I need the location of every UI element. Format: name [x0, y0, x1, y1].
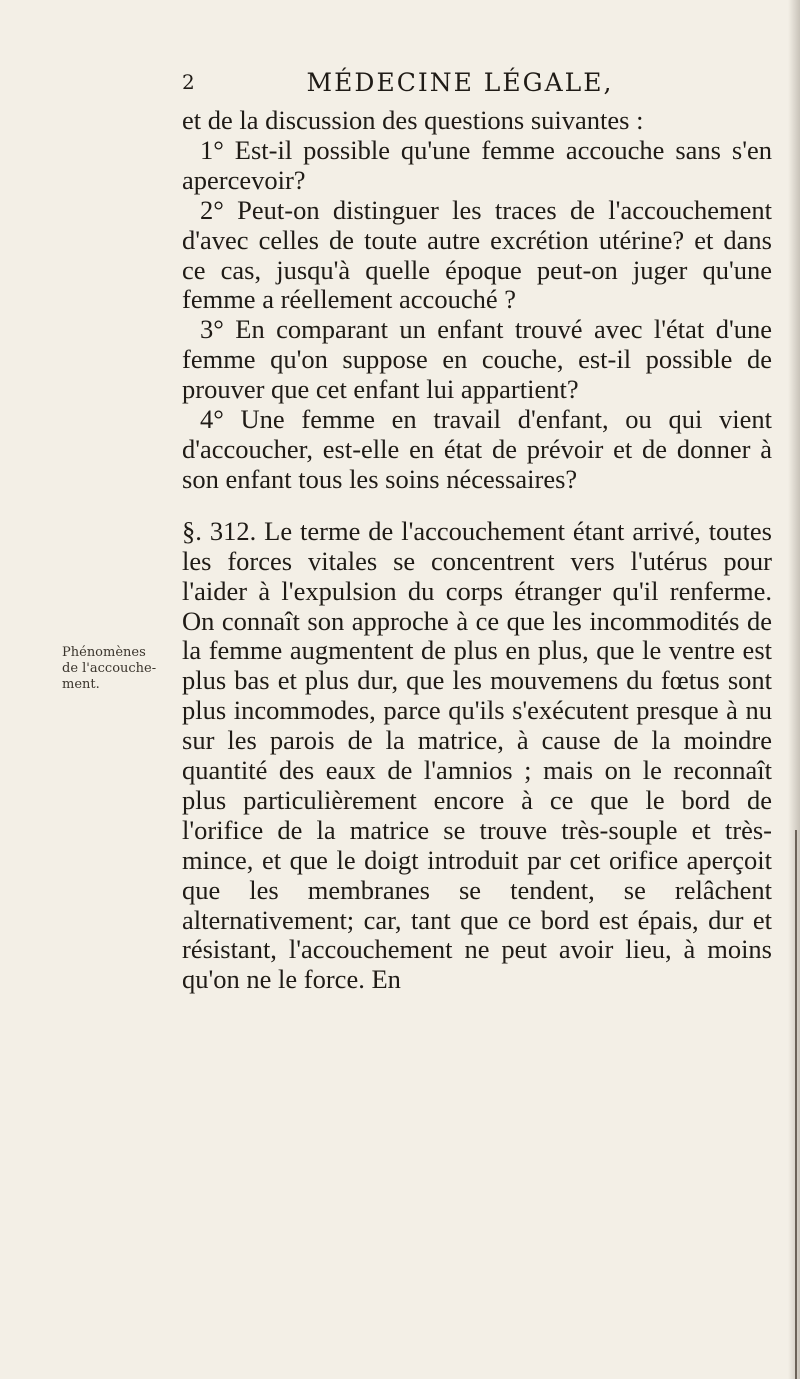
margin-note-line: de l'accouche- — [62, 661, 157, 676]
margin-note — [62, 645, 174, 693]
body-text — [182, 106, 772, 995]
page-edge-line — [795, 830, 797, 1379]
question-4: 4° Une femme en travail d'enfant, ou qui vient d'accoucher, est-elle en état de prévoir et de donner à son enfant tous les soins nécessaires? — [182, 404, 772, 494]
margin-note-line: ment. — [62, 677, 100, 692]
running-title: MÉDECINE LÉGALE, — [306, 68, 614, 97]
page-number: 2 — [182, 70, 195, 94]
intro-paragraph: et de la discussion des questions suivantes : — [182, 105, 644, 135]
section-312-paragraph: §. 312. Le terme de l'accouchement étant arrivé, toutes les forces vitales se concentrent vers l'utérus pour l'aider à l'expulsion du corps étranger qu'il renferme. On connaît son approche à ce que les incommodités de la femme augmentent de plus en plus, que le ventre est plus bas et plus dur, que les mouvemens du fœtus sont plus incommodes, parce qu'ils s'exécutent presque à nu sur les parois de la matrice, à cause de la moindre quantité des eaux de l'amnios ; mais on le reconnaît plus particulièrement encore à ce que le bord de l'orifice de la matrice se trouve très-souple et très-mince, et que le doigt introduit par cet orifice aperçoit que les membranes se tendent, se relâchent alternativement; car, tant que ce bord est épais, dur et résistant, l'accouchement ne peut avoir lieu, à moins qu'on ne le force. En — [182, 515, 772, 995]
margin-note-line: Phénomènes — [62, 645, 146, 660]
question-2: 2° Peut-on distinguer les traces de l'accouchement d'avec celles de toute autre excrétion utérine? et dans ce cas, jusqu'à quelle époque peut-on juger qu'une femme a réellement accouché ? — [182, 194, 772, 315]
question-1: 1° Est-il possible qu'une femme accouche sans s'en apercevoir? — [182, 134, 772, 195]
page-edge-shadow — [788, 0, 800, 1379]
page-header — [180, 66, 740, 106]
question-3: 3° En comparant un enfant trouvé avec l'état d'une femme qu'on suppose en couche, est-il possible de prouver que cet enfant lui appartient? — [182, 314, 772, 405]
